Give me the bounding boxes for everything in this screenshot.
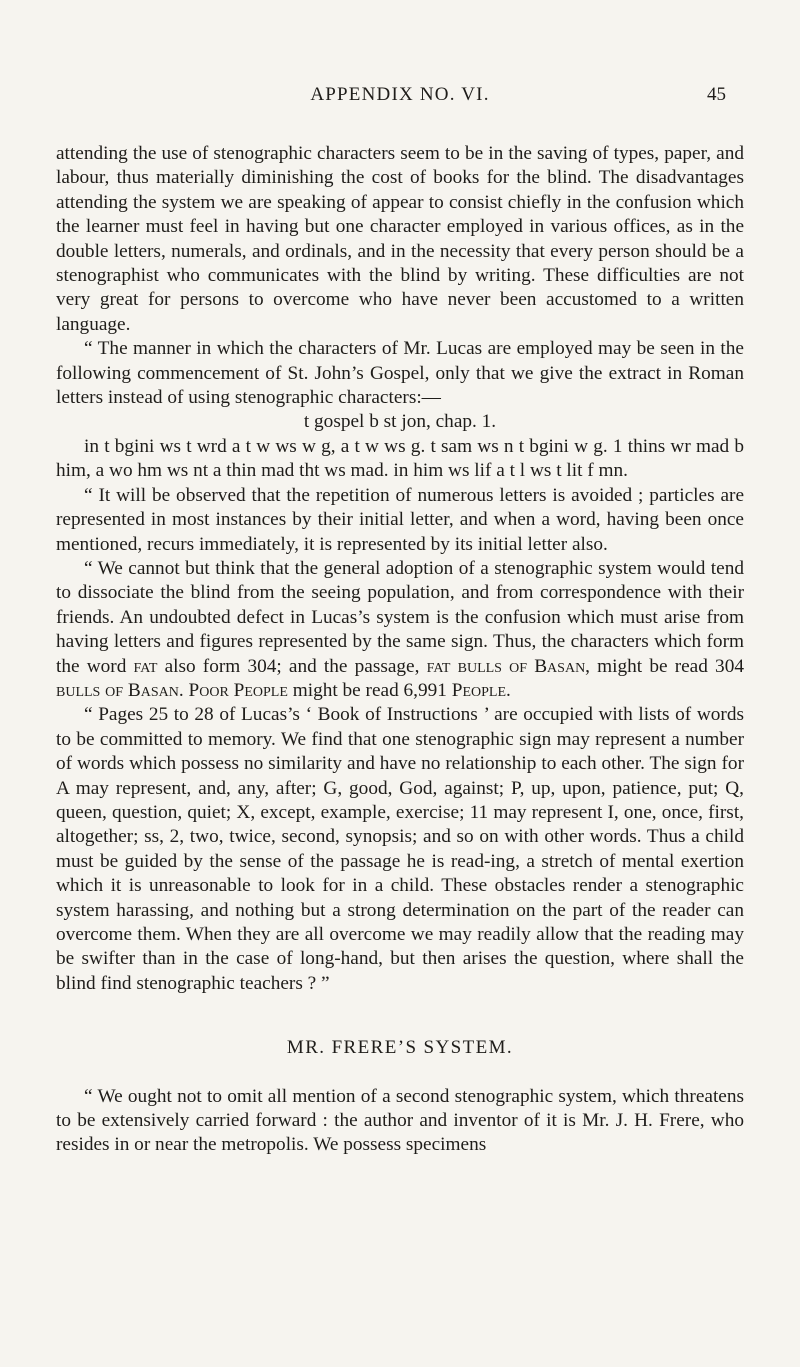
paragraph-dissociate bbox=[56, 557, 744, 703]
paragraph-pages-instructions: “ Pages 25 to 28 of Lucas’s ‘ Book of Instructions ’ are occupied with lists of words to be committed to memory. We find that one stenographic sign may represent a number of words which possess no similarity and have no relationship to each other. The sign for A may represent, and, any, after; G, good, God, against; P, up, upon, patience, put; Q, queen, question, quiet; X, except, example, exercise; 11 may represent I, one, once, first, altogether; ss, 2, two, twice, second, synopsis; and so on with other words. Thus a child must be guided by the sense of the passage he is read-ing, a stretch of mental exertion which it is unreasonable to look for in a child. These obstacles render a stenographic system harassing, and nothing but a strong determination on the part of the reader can overcome them. When they are all overcome we may readily allow that the reading may be swifter than in the case of long-hand, but then arises the question, where shall the blind find stenographic teachers ? ” bbox=[56, 704, 744, 994]
paragraph-frere: “ We ought not to omit all mention of a second stenographic system, which threatens to be extensively carried forward : the author and inventor of it is Mr. J. H. Frere, who resides in or near the metropolis. We possess specimens bbox=[56, 1085, 744, 1156]
text-run: “ We cannot but think that the general adoption of a stenographic system would tend to dissociate the blind from the seeing population, and from correspondence with their friends. An undoubted defect in Lucas’s system is the confusion which must arise from having letters and figures represented by the same sign. Thus, the characters which form the word bbox=[56, 557, 744, 677]
text-run: might be read 304 bbox=[590, 655, 744, 677]
sample-text: in t bgini ws t wrd a t w ws w g, a t w ws g. t sam ws n t bgini w g. 1 thins wr mad b him, a wo hm ws nt a thin mad tht ws mad. in him ws lif a t l ws t lit f mn. bbox=[56, 435, 744, 482]
small-caps-run: Poor People bbox=[183, 679, 288, 701]
section-heading: MR. FRERE’S SYSTEM. bbox=[286, 1037, 514, 1059]
paragraph-lucas-manner: “ The manner in which the characters of Mr. Lucas are employed may be seen in the following commencement of St. John’s Gospel, only that we give the extract in Roman letters instead of using stenographic characters:— bbox=[56, 338, 744, 409]
paragraph-continued: attending the use of stenographic characters seem to be in the saving of types, paper, and labour, thus materially diminishing the cost of books for the blind. The disadvantages attending the system we are speaking of appear to consist chiefly in the confusion which the learner must feel in having but one character employed in various offices, as in the double letters, numerals, and ordinals, and in the necessity that every person should be a stenographist who communicates with the blind by writing. These difficulties are not very great for persons to overcome who have never been accustomed to a written language. bbox=[56, 143, 744, 335]
sample-heading: t gospel b st jon, chap. 1. bbox=[303, 411, 497, 433]
small-caps-run: bulls of Basan. bbox=[56, 679, 184, 701]
page-body bbox=[56, 142, 744, 1158]
running-head bbox=[56, 84, 744, 114]
small-caps-run: fat bbox=[133, 655, 158, 677]
paragraph-repetition: “ It will be observed that the repetition of numerous letters is avoided ; particles are represented in most instances by their initial letter, and when a word, having been once mentioned, recurs immediately, it is represented by its initial letter also. bbox=[56, 484, 744, 555]
page-number: 45 bbox=[707, 84, 726, 105]
small-caps-run: People. bbox=[451, 679, 511, 701]
text-run: might be read 6,991 bbox=[287, 679, 452, 701]
running-title: APPENDIX NO. VI. bbox=[310, 84, 490, 105]
small-caps-run: fat bulls of Basan, bbox=[426, 655, 590, 677]
text-run: also form 304; and the passage, bbox=[157, 655, 427, 677]
